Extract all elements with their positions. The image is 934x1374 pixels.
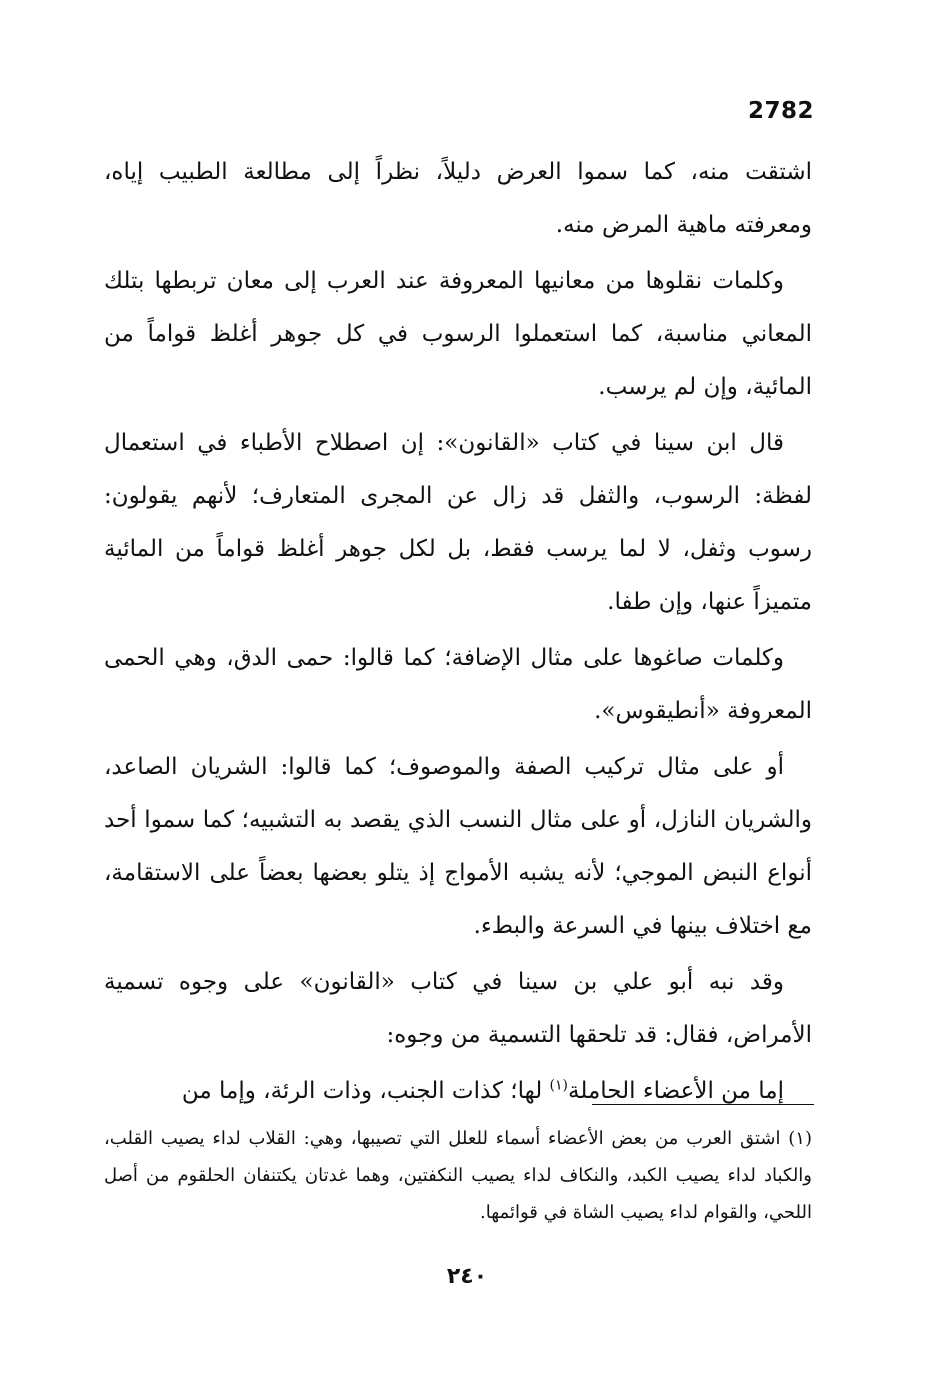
header-reference-number: 2782 (747, 98, 814, 124)
paragraph-with-footnote-ref (104, 1065, 812, 1118)
footnote-separator (592, 1104, 814, 1105)
footnote: (١) اشتق العرب من بعض الأعضاء أسماء للعلل التي تصيبها، وهي: القلاب لداء يصيب القلب، والكباد لداء يصيب الكبد، والنكاف لداء يصيب النكفتين، وهما غدتان يكتنفان الحلقوم من أصل اللحي، والقوام لداء يصيب الشاة في قوائمها. (104, 1128, 813, 1223)
paragraph: وقد نبه أبو علي بن سينا في كتاب «القانون» على وجوه تسمية الأمراض، فقال: قد تلحقها التسمية من وجوه: (104, 969, 812, 1048)
paragraph: أو على مثال تركيب الصفة والموصوف؛ كما قالوا: الشريان الصاعد، والشريان النازل، أو على مثال النسب الذي يقصد به التشبيه؛ كما سموا أحد أنواع النبض الموجي؛ لأنه يشبه الأمواج إذ يتلو بعضها بعضاً على الاستقامة، مع اختلاف بينها في السرعة والبطء. (104, 754, 812, 939)
paragraph: وكلمات نقلوها من معانيها المعروفة عند العرب إلى معان تربطها بتلك المعاني مناسبة، كما استعملوا الرسوب في كل جوهر أغلظ قواماً من المائية، وإن لم يرسب. (104, 268, 812, 400)
paragraph-text: إما من الأعضاء الحاملة (568, 1078, 784, 1104)
paragraph: اشتقت منه، كما سموا العرض دليلاً، نظراً إلى مطالعة الطبيب إياه، ومعرفته ماهية المرض منه. (104, 159, 812, 238)
footnote-reference: (١) (549, 1077, 568, 1094)
page-number: ٢٤٠ (446, 1264, 488, 1289)
body-text (104, 146, 812, 1121)
footnotes (104, 1120, 812, 1231)
paragraph-text: لها؛ كذات الجنب، وذات الرئة، وإما من (181, 1078, 550, 1104)
paragraph: قال ابن سينا في كتاب «القانون»: إن اصطلاح الأطباء في استعمال لفظة: الرسوب، والثفل قد زال عن المجرى المتعارف؛ لأنهم يقولون: رسوب وثفل، لا لما يرسب فقط، بل لكل جوهر أغلظ قواماً من المائية متميزاً عنها، وإن طفا. (104, 430, 812, 615)
paragraph: وكلمات صاغوها على مثال الإضافة؛ كما قالوا: حمى الدق، وهي الحمى المعروفة «أنطيقوس». (104, 645, 812, 724)
